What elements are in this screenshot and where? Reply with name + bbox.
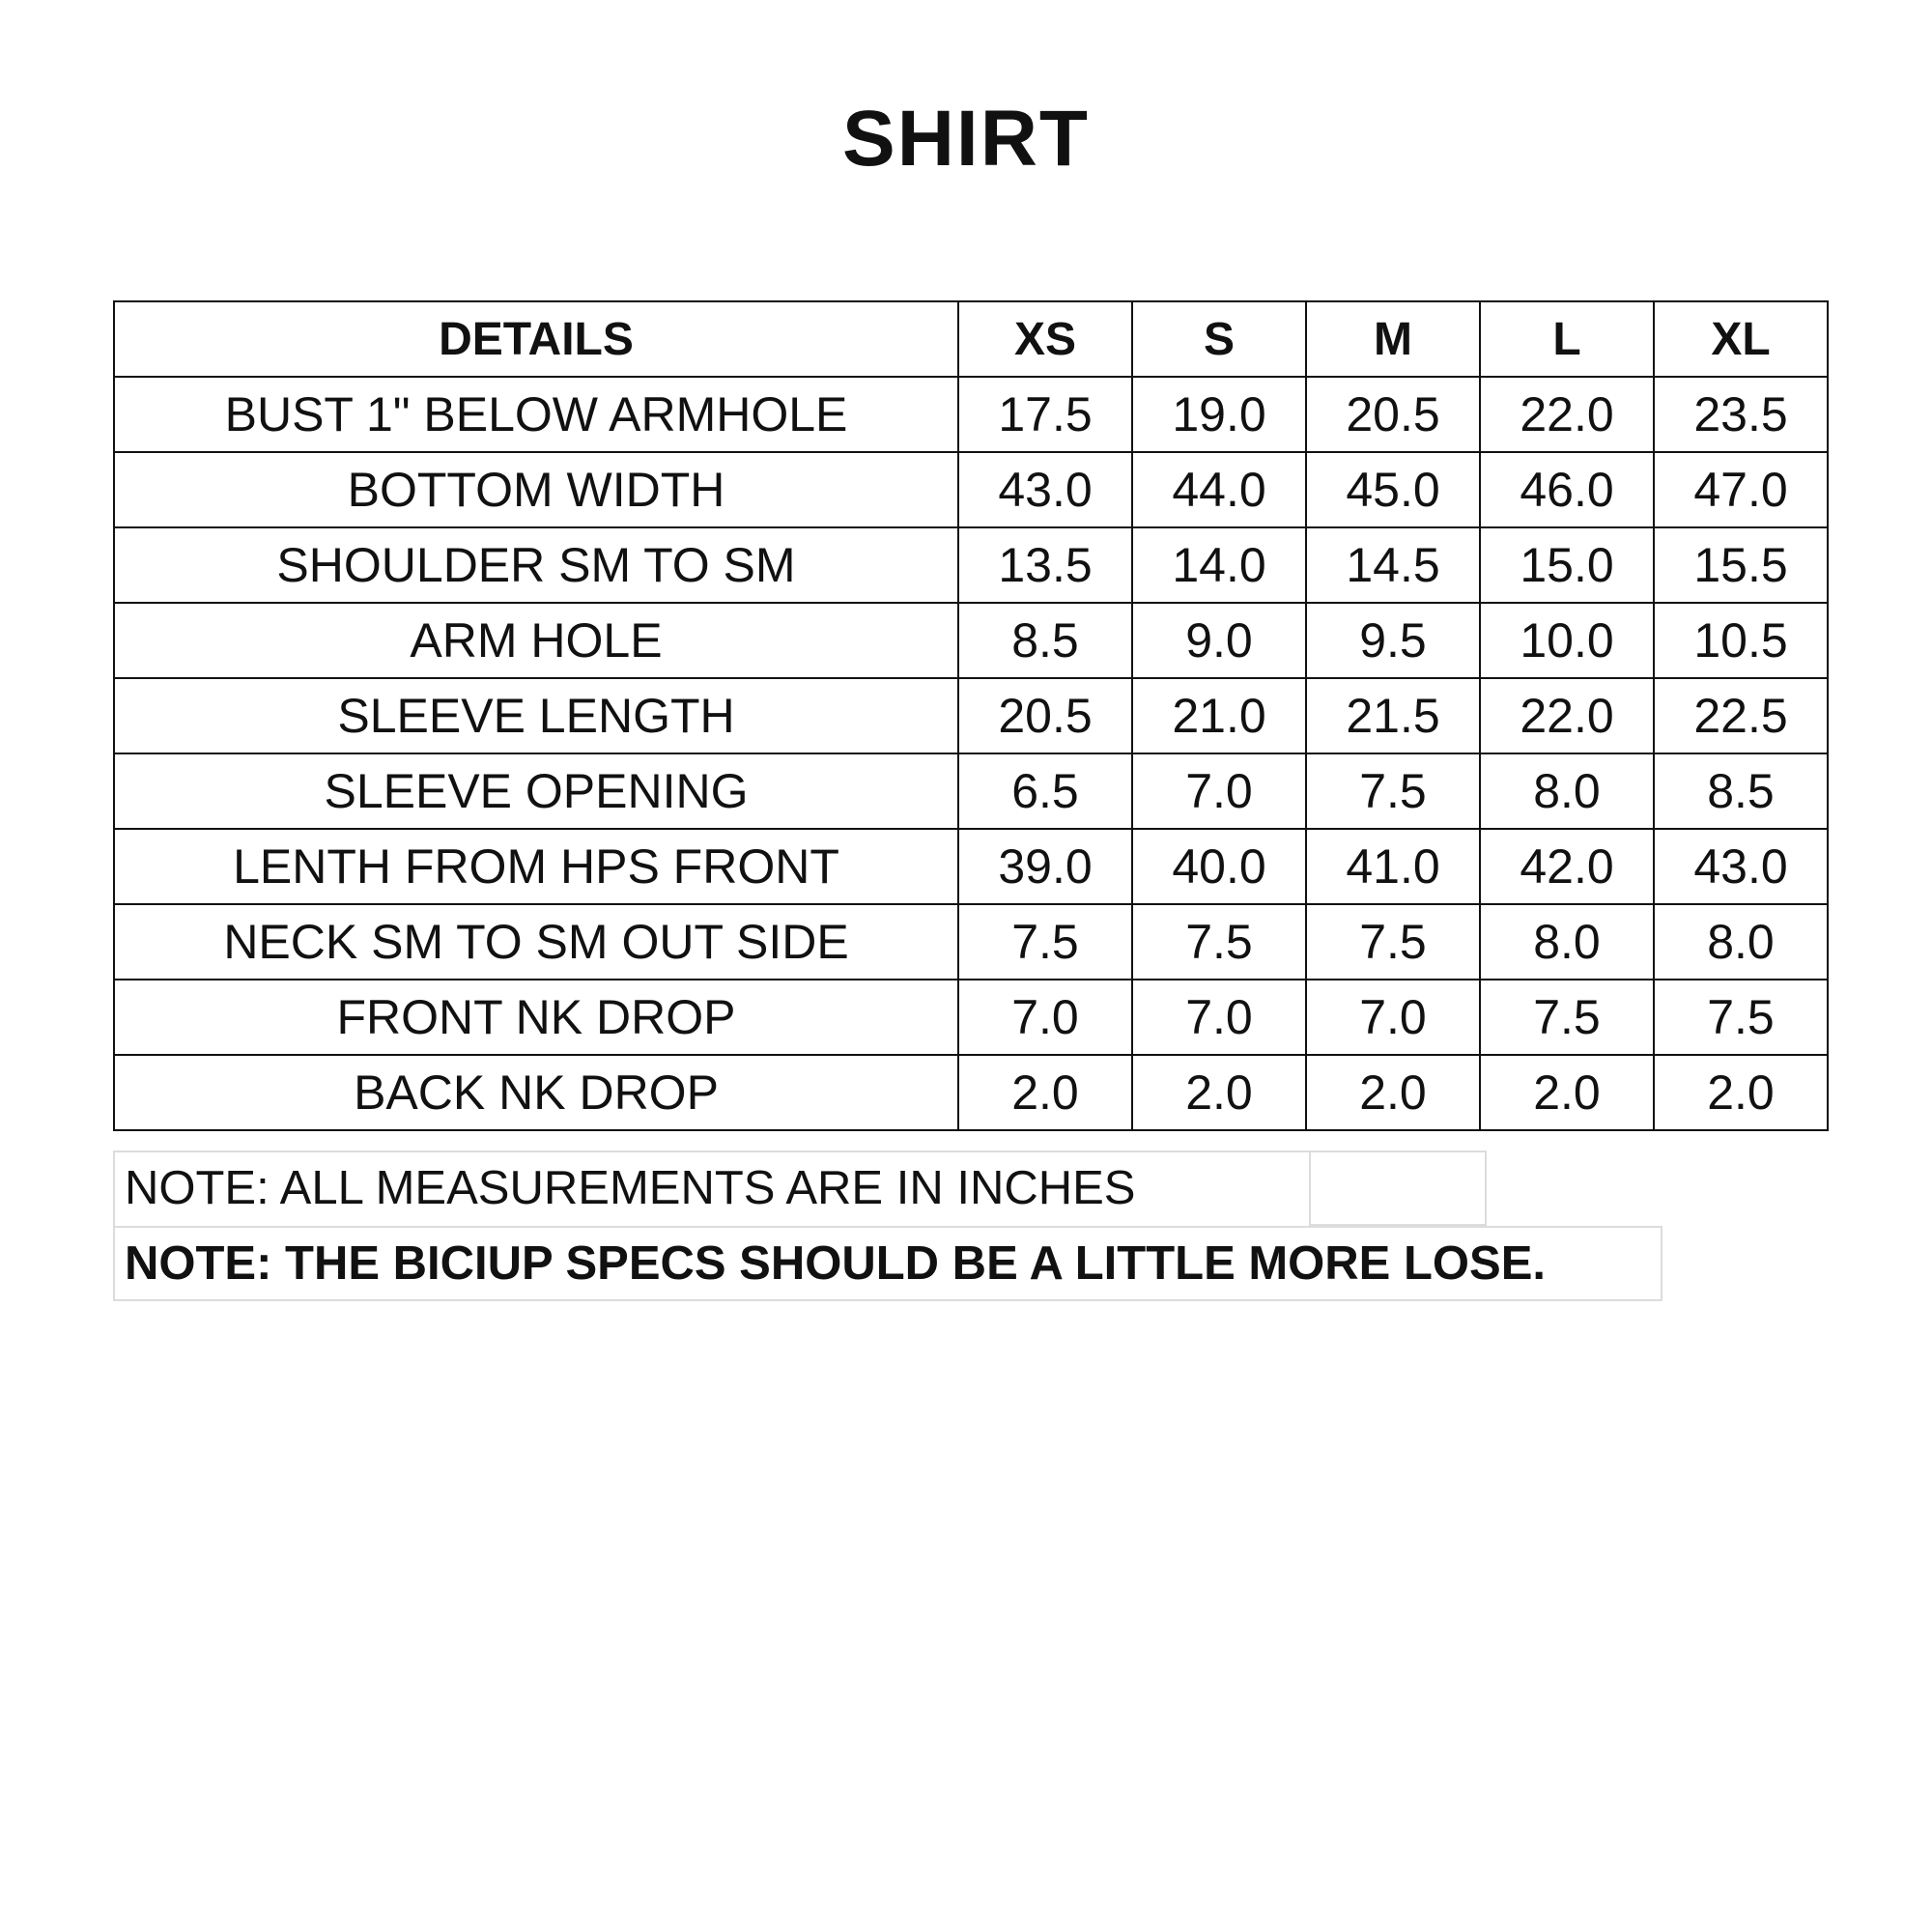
- cell-value: 7.5: [1654, 980, 1828, 1055]
- cell-value: 23.5: [1654, 377, 1828, 452]
- cell-value: 2.0: [1306, 1055, 1480, 1130]
- cell-value: 21.5: [1306, 678, 1480, 753]
- cell-value: 39.0: [958, 829, 1132, 904]
- cell-value: 42.0: [1480, 829, 1654, 904]
- header-size-xs: XS: [958, 301, 1132, 377]
- cell-value: 7.5: [958, 904, 1132, 980]
- row-label: NECK SM TO SM OUT SIDE: [114, 904, 958, 980]
- note-empty-cell: [1311, 1151, 1487, 1226]
- table-row: [114, 527, 1828, 603]
- row-label: SLEEVE LENGTH: [114, 678, 958, 753]
- table-header-row: [114, 301, 1828, 377]
- row-label: BOTTOM WIDTH: [114, 452, 958, 527]
- cell-value: 22.0: [1480, 377, 1654, 452]
- table-row: [114, 904, 1828, 980]
- note-units: NOTE: ALL MEASUREMENTS ARE IN INCHES: [113, 1151, 1311, 1226]
- cell-value: 2.0: [1480, 1055, 1654, 1130]
- cell-value: 7.0: [1306, 980, 1480, 1055]
- header-size-xl: XL: [1654, 301, 1828, 377]
- cell-value: 43.0: [1654, 829, 1828, 904]
- cell-value: 15.0: [1480, 527, 1654, 603]
- cell-value: 19.0: [1132, 377, 1306, 452]
- table-row: [114, 980, 1828, 1055]
- table-row: [114, 377, 1828, 452]
- header-details: DETAILS: [114, 301, 958, 377]
- table-row: [114, 603, 1828, 678]
- cell-value: 44.0: [1132, 452, 1306, 527]
- cell-value: 17.5: [958, 377, 1132, 452]
- cell-value: 13.5: [958, 527, 1132, 603]
- cell-value: 7.5: [1306, 904, 1480, 980]
- cell-value: 2.0: [1654, 1055, 1828, 1130]
- page-title: SHIRT: [842, 95, 1090, 183]
- cell-value: 2.0: [1132, 1055, 1306, 1130]
- size-chart-table: [113, 300, 1829, 1131]
- cell-value: 9.5: [1306, 603, 1480, 678]
- cell-value: 8.0: [1654, 904, 1828, 980]
- cell-value: 22.0: [1480, 678, 1654, 753]
- header-size-m: M: [1306, 301, 1480, 377]
- cell-value: 10.0: [1480, 603, 1654, 678]
- cell-value: 7.5: [1480, 980, 1654, 1055]
- header-size-l: L: [1480, 301, 1654, 377]
- cell-value: 40.0: [1132, 829, 1306, 904]
- table-row: [114, 1055, 1828, 1130]
- cell-value: 20.5: [958, 678, 1132, 753]
- cell-value: 7.0: [1132, 980, 1306, 1055]
- cell-value: 14.0: [1132, 527, 1306, 603]
- cell-value: 8.0: [1480, 904, 1654, 980]
- cell-value: 10.5: [1654, 603, 1828, 678]
- notes-section: [113, 1151, 1662, 1301]
- header-size-s: S: [1132, 301, 1306, 377]
- cell-value: 20.5: [1306, 377, 1480, 452]
- table-row: [114, 678, 1828, 753]
- cell-value: 9.0: [1132, 603, 1306, 678]
- table-row: [114, 753, 1828, 829]
- cell-value: 7.5: [1306, 753, 1480, 829]
- cell-value: 7.5: [1132, 904, 1306, 980]
- cell-value: 8.0: [1480, 753, 1654, 829]
- cell-value: 15.5: [1654, 527, 1828, 603]
- cell-value: 2.0: [958, 1055, 1132, 1130]
- row-label: BUST 1" BELOW ARMHOLE: [114, 377, 958, 452]
- cell-value: 21.0: [1132, 678, 1306, 753]
- table-row: [114, 452, 1828, 527]
- row-label: LENTH FROM HPS FRONT: [114, 829, 958, 904]
- cell-value: 7.0: [1132, 753, 1306, 829]
- cell-value: 8.5: [1654, 753, 1828, 829]
- row-label: ARM HOLE: [114, 603, 958, 678]
- cell-value: 45.0: [1306, 452, 1480, 527]
- cell-value: 22.5: [1654, 678, 1828, 753]
- row-label: FRONT NK DROP: [114, 980, 958, 1055]
- cell-value: 8.5: [958, 603, 1132, 678]
- row-label: BACK NK DROP: [114, 1055, 958, 1130]
- row-label: SHOULDER SM TO SM: [114, 527, 958, 603]
- cell-value: 43.0: [958, 452, 1132, 527]
- cell-value: 6.5: [958, 753, 1132, 829]
- cell-value: 41.0: [1306, 829, 1480, 904]
- cell-value: 14.5: [1306, 527, 1480, 603]
- cell-value: 47.0: [1654, 452, 1828, 527]
- cell-value: 7.0: [958, 980, 1132, 1055]
- row-label: SLEEVE OPENING: [114, 753, 958, 829]
- cell-value: 46.0: [1480, 452, 1654, 527]
- note-biceps: NOTE: THE BICIUP SPECS SHOULD BE A LITTLE MORE LOSE.: [113, 1226, 1662, 1301]
- table-row: [114, 829, 1828, 904]
